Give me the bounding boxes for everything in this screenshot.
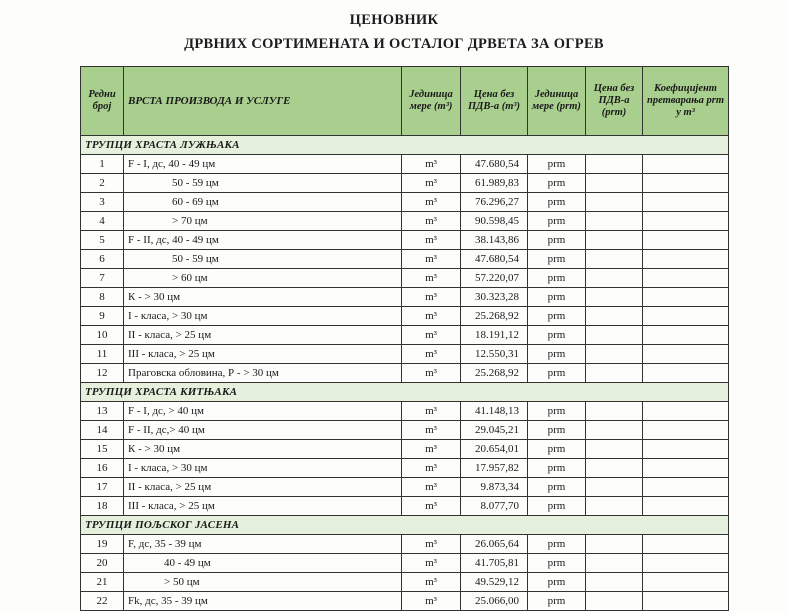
row-description-text: F - I, дс, > 40 цм <box>128 404 204 417</box>
row-unit-prm: prm <box>528 269 586 288</box>
row-price: 9.873,34 <box>461 478 528 497</box>
row-coefficient <box>643 535 729 554</box>
row-price: 30.323,28 <box>461 288 528 307</box>
table-row <box>81 592 729 611</box>
row-description <box>124 231 402 250</box>
row-unit: m³ <box>402 250 461 269</box>
row-unit: m³ <box>402 231 461 250</box>
row-unit-prm: prm <box>528 326 586 345</box>
row-description <box>124 174 402 193</box>
row-description <box>124 345 402 364</box>
row-coefficient <box>643 231 729 250</box>
row-unit-prm: prm <box>528 250 586 269</box>
row-coefficient <box>643 554 729 573</box>
row-number: 17 <box>81 478 124 497</box>
row-unit: m³ <box>402 440 461 459</box>
row-coefficient <box>643 174 729 193</box>
row-coefficient <box>643 288 729 307</box>
row-price: 8.077,70 <box>461 497 528 516</box>
row-unit-prm: prm <box>528 231 586 250</box>
row-unit-prm: prm <box>528 573 586 592</box>
row-number: 21 <box>81 573 124 592</box>
row-price: 12.550,31 <box>461 345 528 364</box>
row-unit: m³ <box>402 402 461 421</box>
row-price: 41.148,13 <box>461 402 528 421</box>
row-description <box>124 497 402 516</box>
row-description-text: F - II, дс,> 40 цм <box>128 423 205 436</box>
row-price: 29.045,21 <box>461 421 528 440</box>
row-coefficient <box>643 440 729 459</box>
row-description-text: 40 - 49 цм <box>164 556 211 569</box>
row-number: 7 <box>81 269 124 288</box>
row-coefficient <box>643 345 729 364</box>
table-row <box>81 155 729 174</box>
table-row <box>81 231 729 250</box>
row-price-prm <box>586 269 643 288</box>
row-coefficient <box>643 364 729 383</box>
row-coefficient <box>643 573 729 592</box>
row-number: 10 <box>81 326 124 345</box>
row-description <box>124 212 402 231</box>
row-number: 4 <box>81 212 124 231</box>
row-description-text: I - класа, > 30 цм <box>128 309 208 322</box>
header-num: Редни број <box>81 67 124 136</box>
row-number: 20 <box>81 554 124 573</box>
row-unit-prm: prm <box>528 155 586 174</box>
row-coefficient <box>643 269 729 288</box>
row-unit-prm: prm <box>528 345 586 364</box>
table-body <box>81 136 729 611</box>
row-coefficient <box>643 326 729 345</box>
row-number: 11 <box>81 345 124 364</box>
header-unit-prm: Јединица мере (prm) <box>528 67 586 136</box>
row-description-text: II - класа, > 25 цм <box>128 480 212 493</box>
row-coefficient <box>643 592 729 611</box>
row-unit-prm: prm <box>528 364 586 383</box>
table-row <box>81 269 729 288</box>
row-description <box>124 459 402 478</box>
row-unit-prm: prm <box>528 440 586 459</box>
table-row <box>81 174 729 193</box>
row-number: 13 <box>81 402 124 421</box>
row-description-text: > 50 цм <box>164 575 200 588</box>
row-price: 26.065,64 <box>461 535 528 554</box>
row-coefficient <box>643 478 729 497</box>
row-number: 22 <box>81 592 124 611</box>
row-unit-prm: prm <box>528 421 586 440</box>
row-price-prm <box>586 288 643 307</box>
table-row <box>81 212 729 231</box>
row-price: 41.705,81 <box>461 554 528 573</box>
row-price-prm <box>586 440 643 459</box>
table-row <box>81 554 729 573</box>
table-row <box>81 421 729 440</box>
table-row <box>81 250 729 269</box>
row-unit: m³ <box>402 288 461 307</box>
row-price: 25.268,92 <box>461 364 528 383</box>
row-price-prm <box>586 231 643 250</box>
row-description <box>124 326 402 345</box>
row-price-prm <box>586 326 643 345</box>
row-number: 12 <box>81 364 124 383</box>
row-price: 90.598,45 <box>461 212 528 231</box>
row-unit: m³ <box>402 573 461 592</box>
row-number: 18 <box>81 497 124 516</box>
row-description <box>124 155 402 174</box>
row-unit: m³ <box>402 592 461 611</box>
row-description <box>124 193 402 212</box>
row-description <box>124 288 402 307</box>
row-number: 3 <box>81 193 124 212</box>
row-description <box>124 554 402 573</box>
row-price-prm <box>586 592 643 611</box>
header-unit: Јединица мере (m³) <box>402 67 461 136</box>
table-header-row <box>81 67 729 136</box>
row-price: 25.268,92 <box>461 307 528 326</box>
row-coefficient <box>643 250 729 269</box>
row-price-prm <box>586 402 643 421</box>
row-price: 47.680,54 <box>461 155 528 174</box>
row-number: 6 <box>81 250 124 269</box>
row-coefficient <box>643 212 729 231</box>
row-price-prm <box>586 345 643 364</box>
table-row <box>81 364 729 383</box>
row-description <box>124 440 402 459</box>
row-unit-prm: prm <box>528 554 586 573</box>
row-price-prm <box>586 364 643 383</box>
table-row <box>81 345 729 364</box>
row-number: 1 <box>81 155 124 174</box>
row-description <box>124 364 402 383</box>
table-row <box>81 497 729 516</box>
section-title: ТРУПЦИ ХРАСТА ЛУЖЊАКА <box>81 136 729 155</box>
row-description-text: К - > 30 цм <box>128 290 181 303</box>
row-description <box>124 421 402 440</box>
row-unit: m³ <box>402 174 461 193</box>
row-description-text: II - класа, > 25 цм <box>128 328 212 341</box>
row-price: 20.654,01 <box>461 440 528 459</box>
row-price: 47.680,54 <box>461 250 528 269</box>
row-price: 61.989,83 <box>461 174 528 193</box>
row-description <box>124 269 402 288</box>
row-number: 19 <box>81 535 124 554</box>
row-price-prm <box>586 421 643 440</box>
table-row <box>81 478 729 497</box>
row-description <box>124 535 402 554</box>
row-unit-prm: prm <box>528 497 586 516</box>
row-description-text: III - класа, > 25 цм <box>128 347 215 360</box>
row-price-prm <box>586 497 643 516</box>
row-number: 16 <box>81 459 124 478</box>
price-table <box>80 66 729 611</box>
row-description-text: > 70 цм <box>172 214 208 227</box>
row-description <box>124 307 402 326</box>
row-price: 49.529,12 <box>461 573 528 592</box>
row-price-prm <box>586 250 643 269</box>
section-title: ТРУПЦИ ПОЉСКОГ ЈАСЕНА <box>81 516 729 535</box>
row-unit-prm: prm <box>528 288 586 307</box>
table-row <box>81 573 729 592</box>
row-description-text: Fk, дс, 35 - 39 цм <box>128 594 208 607</box>
row-description-text: > 60 цм <box>172 271 208 284</box>
row-description-text: 60 - 69 цм <box>172 195 219 208</box>
row-unit: m³ <box>402 535 461 554</box>
table-row <box>81 459 729 478</box>
row-coefficient <box>643 193 729 212</box>
table-row <box>81 326 729 345</box>
row-coefficient <box>643 459 729 478</box>
row-number: 5 <box>81 231 124 250</box>
row-description <box>124 573 402 592</box>
row-coefficient <box>643 307 729 326</box>
row-description <box>124 250 402 269</box>
row-unit-prm: prm <box>528 459 586 478</box>
table-row <box>81 193 729 212</box>
row-unit: m³ <box>402 459 461 478</box>
row-number: 2 <box>81 174 124 193</box>
row-description-text: F - I, дс, 40 - 49 цм <box>128 157 216 170</box>
table-row <box>81 307 729 326</box>
row-price: 38.143,86 <box>461 231 528 250</box>
row-unit: m³ <box>402 478 461 497</box>
row-unit: m³ <box>402 307 461 326</box>
table-row <box>81 402 729 421</box>
row-description <box>124 592 402 611</box>
row-unit: m³ <box>402 554 461 573</box>
row-description-text: 50 - 59 цм <box>172 176 219 189</box>
row-description-text: III - класа, > 25 цм <box>128 499 215 512</box>
row-unit: m³ <box>402 345 461 364</box>
row-price: 18.191,12 <box>461 326 528 345</box>
section-header-row <box>81 383 729 402</box>
row-description <box>124 402 402 421</box>
row-description <box>124 478 402 497</box>
row-unit: m³ <box>402 155 461 174</box>
row-unit: m³ <box>402 269 461 288</box>
row-number: 15 <box>81 440 124 459</box>
row-price-prm <box>586 554 643 573</box>
row-price-prm <box>586 478 643 497</box>
row-description-text: F, дс, 35 - 39 цм <box>128 537 202 550</box>
row-description-text: К - > 30 цм <box>128 442 181 455</box>
row-price-prm <box>586 174 643 193</box>
header-coefficient: Коефицијент претварања prm у m³ <box>643 67 729 136</box>
row-unit: m³ <box>402 497 461 516</box>
table-row <box>81 288 729 307</box>
row-unit: m³ <box>402 193 461 212</box>
row-number: 8 <box>81 288 124 307</box>
row-unit-prm: prm <box>528 478 586 497</box>
row-price: 25.066,00 <box>461 592 528 611</box>
row-price-prm <box>586 459 643 478</box>
row-unit: m³ <box>402 326 461 345</box>
row-coefficient <box>643 497 729 516</box>
section-header-row <box>81 136 729 155</box>
row-unit-prm: prm <box>528 535 586 554</box>
row-unit-prm: prm <box>528 402 586 421</box>
row-price: 57.220,07 <box>461 269 528 288</box>
row-unit-prm: prm <box>528 592 586 611</box>
document-subtitle: ДРВНИХ СОРТИМЕНАТА И ОСТАЛОГ ДРВЕТА ЗА ОГРЕВ <box>184 36 604 52</box>
section-title: ТРУПЦИ ХРАСТА КИТЊАКА <box>81 383 729 402</box>
row-price: 17.957,82 <box>461 459 528 478</box>
row-description-text: F - II, дс, 40 - 49 цм <box>128 233 219 246</box>
section-header-row <box>81 516 729 535</box>
row-price: 76.296,27 <box>461 193 528 212</box>
document-title: ЦЕНОВНИК <box>349 12 439 28</box>
header-description: ВРСТА ПРОИЗВОДА И УСЛУГЕ <box>124 67 402 136</box>
row-unit-prm: prm <box>528 307 586 326</box>
row-unit-prm: prm <box>528 212 586 231</box>
row-number: 14 <box>81 421 124 440</box>
row-description-text: 50 - 59 цм <box>172 252 219 265</box>
row-description-text: Праговска обловина, Р - > 30 цм <box>128 366 279 379</box>
table-row <box>81 535 729 554</box>
header-price: Цена без ПДВ-а (m³) <box>461 67 528 136</box>
row-price-prm <box>586 193 643 212</box>
header-price-prm: Цена без ПДВ-а (prm) <box>586 67 643 136</box>
row-unit-prm: prm <box>528 174 586 193</box>
table-row <box>81 440 729 459</box>
row-unit: m³ <box>402 364 461 383</box>
row-coefficient <box>643 421 729 440</box>
row-price-prm <box>586 212 643 231</box>
row-price-prm <box>586 573 643 592</box>
row-number: 9 <box>81 307 124 326</box>
row-unit: m³ <box>402 421 461 440</box>
row-unit-prm: prm <box>528 193 586 212</box>
row-description-text: I - класа, > 30 цм <box>128 461 208 474</box>
row-coefficient <box>643 155 729 174</box>
row-unit: m³ <box>402 212 461 231</box>
row-coefficient <box>643 402 729 421</box>
row-price-prm <box>586 307 643 326</box>
row-price-prm <box>586 155 643 174</box>
row-price-prm <box>586 535 643 554</box>
